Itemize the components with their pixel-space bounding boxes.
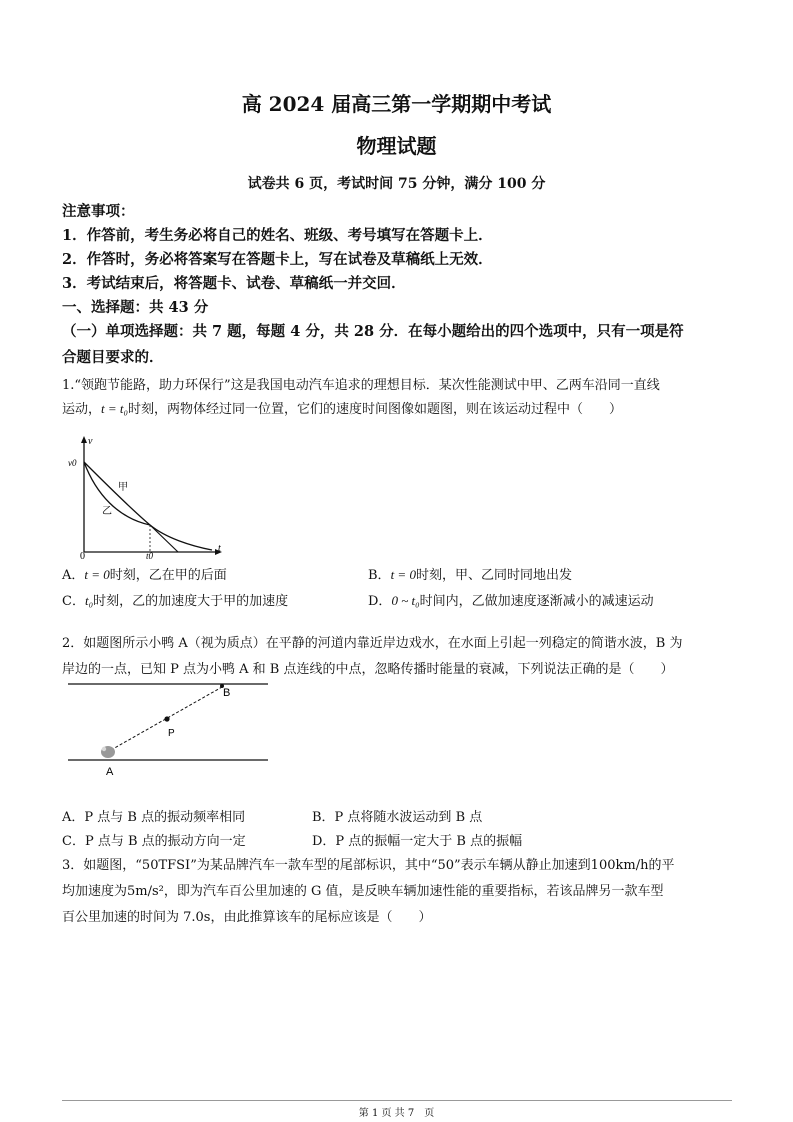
section-instructions-line1: （一）单项选择题：共 7 题，每题 4 分，共 28 分．在每小题给出的四个选项中，只有一项是符 <box>62 323 684 340</box>
q1-option-d-letter: D． <box>368 594 392 609</box>
subject-title: 物理试题 <box>356 134 437 158</box>
q3-line1-post: 的平 <box>648 858 675 873</box>
q3-line2-pre: 均加速度为 <box>62 884 128 899</box>
section-instructions-line2: 合题目要求的． <box>62 349 164 366</box>
q1-line2-math: t = t₀ <box>101 401 129 416</box>
q1-t0-label: t0 <box>146 551 154 560</box>
q1-line2 <box>62 398 622 417</box>
q1-v-axis-arrow <box>81 436 87 443</box>
q1-yi-label: 乙 <box>102 506 112 517</box>
q3-line1-math: 100km/h <box>590 858 649 873</box>
section-title: 一、选择题：共 43 分 <box>62 299 209 316</box>
q1-line2-pre: 运动， <box>62 402 102 417</box>
q2-option-a: A．P 点与 B 点的振动频率相同 <box>62 810 246 825</box>
exam-title: 高 2024 届高三第一学期期中考试 <box>241 92 552 116</box>
q1-option-b <box>368 564 572 583</box>
q1-option-d-text: 时间内，乙做加速度逐渐减小的减速运动 <box>419 594 654 609</box>
note-item-2: 2．作答时，务必将答案写在答题卡上，写在试卷及草稿纸上无效． <box>62 251 493 268</box>
q2-option-d: D．P 点的振幅一定大于 B 点的振幅 <box>312 834 523 849</box>
q1-option-a-math: t = 0 <box>84 567 110 582</box>
notes-heading: 注意事项： <box>62 203 135 220</box>
q1-option-c-letter: C． <box>62 594 85 609</box>
page-number: 第 1 页 共 7 页 <box>358 1108 435 1119</box>
q2-figure <box>66 678 276 780</box>
q3-line2 <box>62 880 664 899</box>
q1-option-d <box>368 590 654 609</box>
q2-label-b: B <box>223 687 231 699</box>
q3-line3: 百公里加速的时间为 7.0s，由此推算该车的尾标应该是（ ） <box>62 910 432 925</box>
q1-option-b-math: t = 0 <box>390 567 416 582</box>
q1-option-c <box>62 590 288 609</box>
q3-line2-post: ，即为汽车百公里加速的 G 值，是反映车辆加速性能的重要指标，若该品牌另一款车型 <box>163 884 664 899</box>
q1-option-a <box>62 564 227 583</box>
q1-line2-post: 时刻，两物体经过同一位置，它们的速度时间图像如题图，则在该运动过程中（ ） <box>128 402 623 417</box>
q1-option-c-math: t₀ <box>84 593 94 608</box>
q1-option-d-math: 0 ~ t₀ <box>391 593 420 608</box>
exam-info: 试卷共 6 页，考试时间 75 分钟，满分 100 分 <box>247 176 546 192</box>
q1-line1: 1.“领跑节能路，助力环保行”这是我国电动汽车追求的理想目标．某次性能测试中甲、乙两车沿同一直线 <box>62 378 660 393</box>
q1-v0-label: v0 <box>68 458 77 468</box>
q1-option-b-text: 时刻，甲、乙同时同地出发 <box>415 568 572 583</box>
q1-option-c-text: 时刻，乙的加速度大于甲的加速度 <box>93 594 289 609</box>
footer-divider <box>62 1100 732 1101</box>
q3-line1 <box>62 854 674 873</box>
q3-line1-pre: 3．如题图，“50TFSI”为某品牌汽车一款车型的尾部标识，其中“50”表示车辆从静止加速到 <box>62 858 591 873</box>
q2-duck-head-icon <box>102 747 106 751</box>
q1-jia-label: 甲 <box>118 482 128 493</box>
q1-option-a-letter: A． <box>62 568 85 583</box>
q2-option-b: B．P 点将随水波运动到 B 点 <box>312 810 483 825</box>
q1-v-label: v <box>88 436 93 447</box>
q2-line1: 2．如题图所示小鸭 A（视为质点）在平静的河道内靠近岸边戏水，在水面上引起一列稳定的简谐水波，B 为 <box>62 636 683 651</box>
q2-line2: 岸边的一点，已知 P 点为小鸭 A 和 B 点连线的中点，忽略传播时能量的衰减，下列说法正确的是（ ） <box>62 662 674 677</box>
q1-vt-graph <box>66 434 226 560</box>
note-item-3: 3．考试结束后，将答题卡、试卷、草稿纸一并交回． <box>62 275 406 292</box>
q1-option-a-text: 时刻，乙在甲的后面 <box>109 568 227 583</box>
q2-label-a: A <box>106 766 114 778</box>
q2-option-c: C．P 点与 B 点的振动方向一定 <box>62 834 246 849</box>
q1-t-label: t <box>218 543 221 554</box>
q1-origin-label: 0 <box>80 551 85 560</box>
note-item-1: 1．作答前，考生务必将自己的姓名、班级、考号填写在答题卡上． <box>62 227 493 244</box>
q2-point-p <box>164 716 169 721</box>
q2-label-p: P <box>168 728 175 739</box>
q3-line2-math: 5m/s² <box>127 884 164 899</box>
q1-option-b-letter: B． <box>368 568 391 583</box>
